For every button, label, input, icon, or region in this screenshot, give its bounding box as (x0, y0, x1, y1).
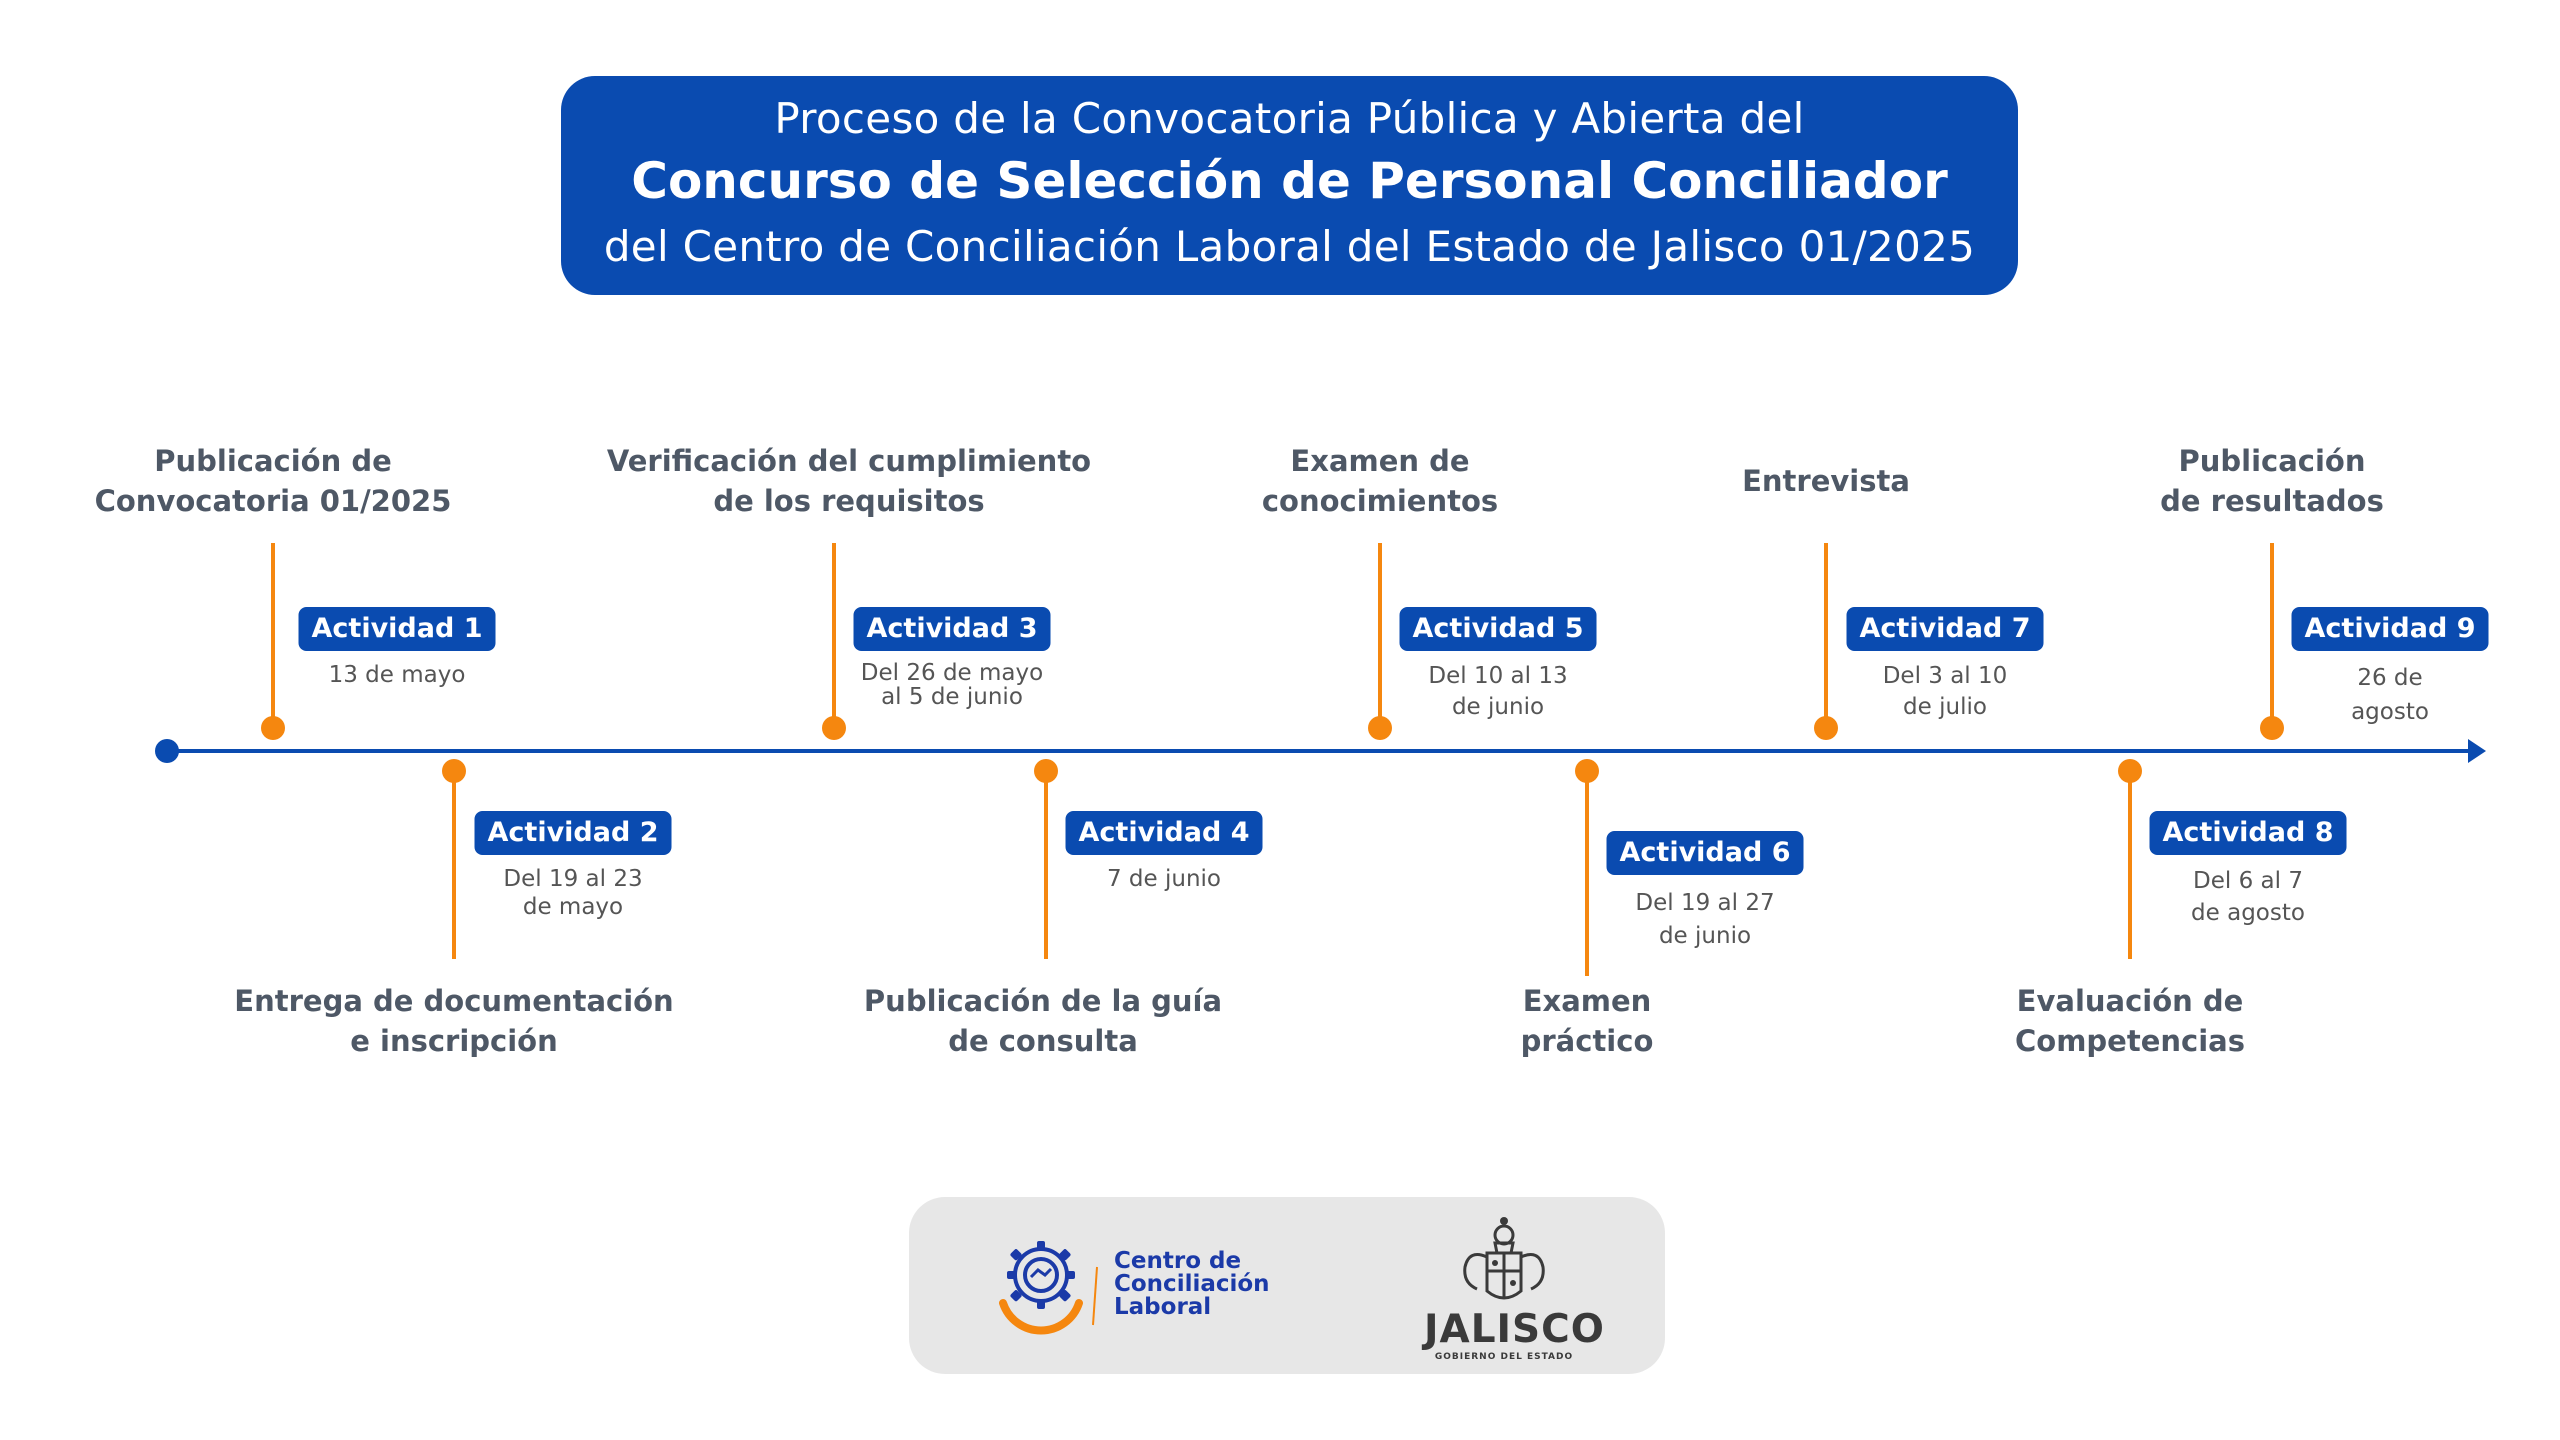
ccl-logo-icon (993, 1233, 1103, 1343)
activity-9-date: 26 de agosto (2351, 665, 2429, 725)
activity-3-date: Del 26 de mayo al 5 de junio (860, 660, 1044, 710)
activity-1-dot (261, 716, 285, 740)
activity-8-stem (2128, 771, 2132, 959)
activity-5-dot (1368, 716, 1392, 740)
activity-2-stem (452, 771, 456, 959)
activity-6-title: Examen práctico (1520, 984, 1654, 1058)
activity-6-badge: Actividad 6 (1607, 831, 1804, 875)
activity-4-badge: Actividad 4 (1066, 811, 1263, 855)
activity-2-badge: Actividad 2 (475, 811, 672, 855)
activity-2-title: Entrega de documentación e inscripción (234, 984, 674, 1058)
activity-1-stem (271, 543, 275, 728)
activity-3-stem (832, 543, 836, 728)
footer-logos (909, 1197, 1665, 1374)
activity-5-title: Examen de conocimientos (1261, 444, 1499, 518)
activity-1-date: 13 de mayo (328, 662, 466, 688)
activity-7-date: Del 3 al 10 de julio (1882, 663, 2008, 720)
activity-3-title: Verificación del cumplimiento de los requisitos (606, 444, 1092, 518)
header-line-3: del Centro de Conciliación Laboral del Estado de Jalisco 01/2025 (603, 222, 1976, 271)
ccl-line-2: Conciliación (1114, 1271, 1270, 1297)
activity-9-title: Publicación de resultados (2160, 444, 2384, 518)
activity-7-badge: Actividad 7 (1847, 607, 2044, 651)
activity-3-dot (822, 716, 846, 740)
activity-3-badge: Actividad 3 (854, 607, 1051, 651)
header-line-2: Concurso de Selección de Personal Conciliador (631, 152, 1948, 210)
timeline-arrow-icon (2468, 739, 2486, 763)
header-line-1: Proceso de la Convocatoria Pública y Abierta del (774, 94, 1805, 143)
timeline-axis (168, 749, 2480, 753)
activity-4-date: 7 de junio (1106, 866, 1222, 892)
activity-9-dot (2260, 716, 2284, 740)
jalisco-crest-icon (1449, 1213, 1559, 1313)
activity-7-stem (1824, 543, 1828, 728)
activity-9-stem (2270, 543, 2274, 728)
activity-7-dot (1814, 716, 1838, 740)
activity-1-badge: Actividad 1 (299, 607, 496, 651)
activity-9-badge: Actividad 9 (2292, 607, 2489, 651)
activity-1-title: Publicación de Convocatoria 01/2025 (94, 444, 452, 518)
jalisco-wordmark: JALISCO (1424, 1307, 1605, 1352)
ccl-wordmark (1114, 1250, 1270, 1319)
timeline-start-dot (155, 739, 179, 763)
activity-7-title: Entrevista (1742, 464, 1910, 498)
activity-8-date: Del 6 al 7 de agosto (2191, 868, 2305, 926)
activity-4-stem (1044, 771, 1048, 959)
ccl-line-3: Laboral (1114, 1294, 1212, 1320)
activity-2-date: Del 19 al 23 de mayo (503, 866, 643, 920)
ccl-line-1: Centro de (1114, 1248, 1242, 1274)
header-banner (561, 76, 2018, 295)
activity-5-badge: Actividad 5 (1400, 607, 1597, 651)
activity-4-title: Publicación de la guía de consulta (863, 984, 1223, 1058)
jalisco-subtitle: GOBIERNO DEL ESTADO (1434, 1352, 1574, 1362)
activity-8-title: Evaluación de Competencias (2015, 984, 2245, 1058)
activity-5-stem (1378, 543, 1382, 728)
activity-6-date: Del 19 al 27 de junio (1635, 890, 1775, 949)
activity-5-date: Del 10 al 13 de junio (1428, 663, 1568, 720)
activity-8-badge: Actividad 8 (2150, 811, 2347, 855)
activity-6-stem (1585, 771, 1589, 976)
